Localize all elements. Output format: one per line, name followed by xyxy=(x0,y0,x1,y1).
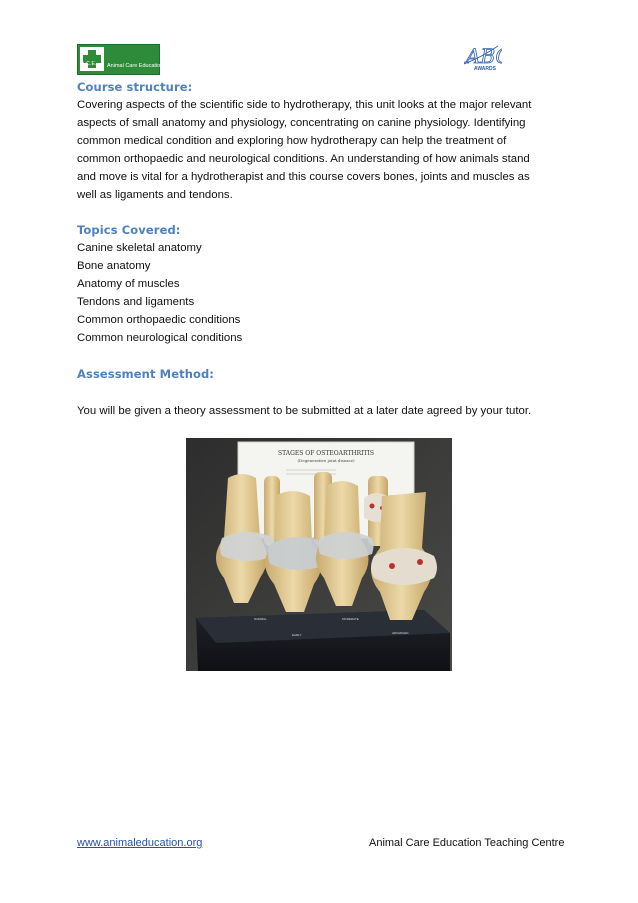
stage-label: NORMAL xyxy=(254,617,267,621)
abc-awards-logo xyxy=(462,42,502,74)
cross-icon xyxy=(80,47,104,71)
list-item: Canine skeletal anatomy xyxy=(77,242,202,254)
stage-label: EARLY xyxy=(292,633,302,637)
abc-logo-awards: AWARDS xyxy=(474,66,496,72)
course-line: and move is vital for a hydrotherapist and this course covers bones, joints and muscles as xyxy=(77,171,530,183)
card-title: STAGES OF OSTEOARTHRITIS xyxy=(278,450,374,457)
stage-label: ADVANCED xyxy=(392,631,409,635)
assessment-text: You will be given a theory assessment to be submitted at a later date agreed by your tutor. xyxy=(77,405,532,417)
list-item: Bone anatomy xyxy=(77,260,151,272)
course-line: common medical condition and exploring how hydrotherapy can help the treatment of xyxy=(77,135,507,147)
course-line: Covering aspects of the scientific side to hydrotherapy, this unit looks at the major relevant xyxy=(77,99,532,111)
course-line: well as ligaments and tendons. xyxy=(77,189,233,201)
course-line: aspects of small anatomy and physiology, concentrating on canine physiology. Identifying xyxy=(77,117,526,129)
osteoarthritis-model-photo xyxy=(186,438,452,671)
abc-logo-text: AB xyxy=(466,44,496,68)
list-item: Tendons and ligaments xyxy=(77,296,195,308)
ace-logo-abbr: A.C.E. xyxy=(81,61,97,67)
stage-label: MODERATE xyxy=(342,617,359,621)
course-line: common orthopaedic and neurological conditions. An understanding of how animals stand xyxy=(77,153,530,165)
assessment-method-heading: Assessment Method: xyxy=(77,367,215,381)
list-item: Common neurological conditions xyxy=(77,332,243,344)
footer-centre-name: Animal Care Education Teaching Centre xyxy=(369,837,565,849)
list-item: Anatomy of muscles xyxy=(77,278,180,290)
ace-logo-name: Animal Care Education xyxy=(107,63,164,69)
topics-covered-heading: Topics Covered: xyxy=(77,223,181,237)
card-subtitle: (Degenerative joint disease) xyxy=(297,458,355,463)
list-item: Common orthopaedic conditions xyxy=(77,314,241,326)
ace-logo xyxy=(77,44,164,75)
course-structure-heading: Course structure: xyxy=(77,80,193,94)
website-link[interactable]: www.animaleducation.org xyxy=(77,837,203,849)
